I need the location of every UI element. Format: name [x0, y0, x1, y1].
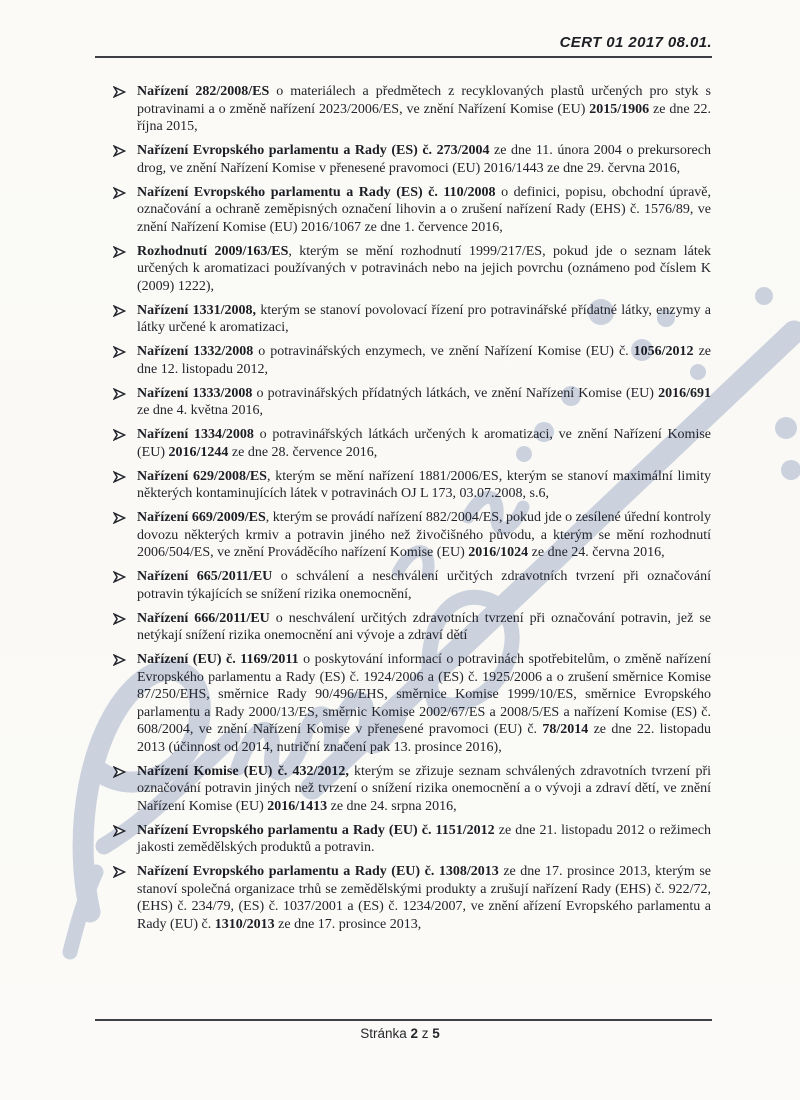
regulation-ref: Nařízení Evropského parlamentu a Rady (ES) č. 273/2004 [137, 143, 490, 158]
regulation-text: ze dne 17. prosince 2013, kterým se stanoví společná organizace trhů se zemědělskými produkty a zrušují nařízení Rady (EHS) č. 922/72, (EHS) č. 234/79, (ES) č. 1037/2001 a (ES) č. 1234/2007, ve znění ařízení Evropského parlamentu a Rady (EU) č. [137, 864, 711, 932]
regulation-text: ze dne 28. července 2016, [228, 444, 378, 460]
page-footer [0, 1026, 800, 1041]
regulation-list-item [113, 426, 711, 461]
regulation-item-text [137, 652, 711, 755]
regulation-ref: Nařízení 1333/2008 [137, 385, 253, 401]
regulation-text: kterým se stanoví povolovací řízení pro potravinářské přídatné látky, enzymy a látky určené k aromatizaci, [137, 302, 711, 335]
regulation-list-item [113, 610, 711, 645]
regulation-text: o potravinářských enzymech, ve znění Nařízení Komise (EU) č. [253, 344, 634, 359]
footer-rule [95, 1019, 712, 1021]
arrowhead-right-icon [113, 571, 126, 583]
regulation-ref: Nařízení 666/2011/EU [137, 610, 270, 626]
regulation-item-text [137, 143, 711, 176]
regulation-ref: 78/2014 [542, 722, 589, 737]
regulation-ref: 2015/1906 [589, 101, 650, 117]
regulation-text: o definici, popisu, obchodní úpravě, označování a ochraně zeměpisných označení lihovin a o zrušení nařízení Rady (EHS) č. 1576/89, ve znění Nařízení Komise (EU) 2016/1067 ze dne 1. července 2016, [137, 184, 711, 235]
regulation-item-text [137, 469, 711, 502]
regulation-list-item [113, 302, 711, 337]
arrowhead-right-icon [113, 86, 126, 98]
regulation-list-item [113, 509, 711, 562]
regulation-text: ze dne 12. listopadu 2012, [137, 344, 711, 377]
regulation-ref: 1310/2013 [214, 916, 275, 932]
regulation-item-text [137, 244, 711, 294]
regulation-text: , kterým se mění rozhodnutí 1999/217/ES, pokud jde o seznam látek určených k aromatizaci používaných v potravinách nebo na jejich povrchu (oznámeno pod číslem K (2009) 1222), [137, 243, 711, 294]
regulation-text: kterým se zřizuje seznam schválených zdravotních tvrzení při označování potravin jiných než tvrzení o snížení rizika onemocnění a o vývoji a zdraví dětí, ve znění Nařízení Komise (EU) [137, 763, 712, 814]
regulation-item-text [137, 569, 711, 602]
regulation-item-text [137, 864, 711, 932]
regulation-item-text [137, 611, 711, 644]
regulation-text: ze dne 4. května 2016, [137, 403, 263, 418]
regulation-item-text [137, 84, 711, 134]
regulation-ref: 1056/2012 [633, 344, 694, 359]
regulation-ref: Nařízení Evropského parlamentu a Rady (EU) č. 1151/2012 [137, 822, 495, 838]
regulation-item-text [137, 185, 711, 235]
header-rule [95, 56, 712, 58]
regulation-ref: Nařízení 1332/2008 [137, 344, 254, 359]
regulation-list-item [113, 568, 711, 603]
arrowhead-right-icon [113, 471, 126, 483]
regulation-item-text [137, 510, 711, 560]
regulation-text: o neschválení určitých zdravotních tvrzení při označování potravin, jež se netýkají snížení rizika onemocnění ani vývoje a zdraví dětí [137, 610, 711, 643]
regulation-list-item [113, 863, 711, 933]
regulation-item-text [137, 823, 711, 856]
arrowhead-right-icon [113, 246, 126, 258]
regulation-ref: Nařízení 1331/2008, [137, 302, 257, 318]
arrowhead-right-icon [113, 766, 126, 778]
regulation-text: ze dne 11. února 2004 o prekursorech drog, ve znění Nařízení Komise v přenesené pravomoci (EU) 2016/1443 ze dne 29. června 2016, [137, 143, 711, 176]
regulation-list-item [113, 385, 711, 420]
regulation-list [113, 83, 711, 940]
arrowhead-right-icon [113, 305, 126, 317]
arrowhead-right-icon [113, 512, 126, 524]
regulation-list-item [113, 822, 711, 857]
regulation-text: o potravinářských látkách určených k aromatizaci, ve znění Nařízení Komise (EU) [137, 427, 711, 460]
arrowhead-right-icon [113, 429, 126, 441]
regulation-ref: 2016/1244 [168, 444, 229, 460]
regulation-text: ze dne 24. srpna 2016, [327, 798, 457, 814]
footer-page-number: 2 [410, 1026, 418, 1041]
regulation-ref: Nařízení (EU) č. 1169/2011 [137, 652, 299, 667]
regulation-text: ze dne 21. listopadu 2012 o režimech jakosti zemědělských produktů a potravin. [137, 822, 711, 855]
regulation-ref: Nařízení Komise (EU) č. 432/2012, [137, 763, 349, 779]
regulation-text: ze dne 22. listopadu 2013 (účinnost od 2014, nutriční značení pak 13. prosince 2016), [137, 722, 712, 755]
regulation-text: ze dne 22. října 2015, [137, 101, 711, 134]
regulation-text: , kterým se provádí nařízení 882/2004/ES, pokud jde o zesílené úřední kontroly dovozu některých krmiv a potravin jiného než živočišného původu, a kterým se mění rozhodnutí 2006/504/ES, ve znění Prováděcího nařízení Komise (EU) [137, 510, 711, 560]
regulation-item-text [137, 764, 711, 814]
regulation-item-text [137, 386, 711, 419]
regulation-item-text [137, 427, 711, 460]
arrowhead-right-icon [113, 866, 126, 878]
regulation-text: o schválení a neschválení určitých zdravotních tvrzení při označování potravin týkajících se snížení rizika onemocnění, [137, 569, 711, 602]
regulation-list-item [113, 243, 711, 296]
regulation-list-item [113, 651, 711, 756]
regulation-ref: Nařízení Evropského parlamentu a Rady (EU) č. 1308/2013 [137, 864, 499, 879]
regulation-ref: Nařízení 1334/2008 [137, 427, 254, 442]
regulation-ref: Rozhodnutí 2009/163/ES [137, 243, 289, 259]
regulation-ref: 2016/1413 [267, 798, 328, 814]
regulation-item-text [137, 344, 711, 377]
arrowhead-right-icon [113, 145, 126, 157]
arrowhead-right-icon [113, 825, 126, 837]
regulation-text: o poskytování informací o potravinách spotřebitelům, o změně nařízení Evropského parlamentu a Rady (ES) č. 1924/2006 a (ES) č. 1925/2006 a o zrušení směrnice Komise 87/250/EHS, směrnice Rady 90/496/EHS, směrnice Komise 1999/10/ES, směrnice Evropského parlamentu a Rady 2000/13/ES, směrnic Komise 2002/67/ES a 2008/5/ES a nařízení Komise (ES) č. 608/2004, ve znění Nařízení Komise v přenesené pravomoci (EU) č. [137, 652, 712, 737]
regulation-ref: 2016/1024 [468, 545, 529, 560]
regulation-item-text [137, 303, 711, 336]
regulation-list-item [113, 343, 711, 378]
arrowhead-right-icon [113, 613, 126, 625]
regulation-ref: Nařízení 665/2011/EU [137, 569, 273, 584]
regulation-ref: 2016/691 [658, 385, 711, 401]
footer-page-total: 5 [432, 1026, 440, 1041]
regulation-ref: Nařízení Evropského parlamentu a Rady (ES) č. 110/2008 [137, 184, 496, 200]
regulation-ref: Nařízení 282/2008/ES [137, 84, 270, 99]
footer-page-label: Stránka [360, 1026, 407, 1041]
document-code: CERT 01 2017 08.01. [559, 34, 712, 51]
regulation-list-item [113, 184, 711, 237]
arrowhead-right-icon [113, 346, 126, 358]
regulation-list-item [113, 763, 711, 816]
regulation-list-item [113, 83, 711, 136]
arrowhead-right-icon [113, 187, 126, 199]
regulation-text: o materiálech a předmětech z recyklovaných plastů určených pro styk s potravinami a o změně nařízení 2023/2006/ES, ve znění Nařízení Komise (EU) [137, 84, 711, 117]
regulation-text: o potravinářských přídatných látkách, ve znění Nařízení Komise (EU) [252, 385, 659, 401]
regulation-text: ze dne 24. června 2016, [528, 545, 665, 560]
arrowhead-right-icon [113, 654, 126, 666]
footer-of-separator: z [421, 1026, 429, 1041]
regulation-text: , kterým se mění nařízení 1881/2006/ES, kterým se stanoví maximální limity některých kontaminujících látek v potravinách OJ L 173, 03.07.2008, s.6, [137, 468, 711, 501]
regulation-ref: Nařízení 629/2008/ES [137, 468, 267, 484]
arrowhead-right-icon [113, 388, 126, 400]
regulation-text: ze dne 17. prosince 2013, [274, 916, 422, 932]
regulation-ref: Nařízení 669/2009/ES [137, 510, 266, 525]
regulation-list-item [113, 142, 711, 177]
regulation-list-item [113, 468, 711, 503]
